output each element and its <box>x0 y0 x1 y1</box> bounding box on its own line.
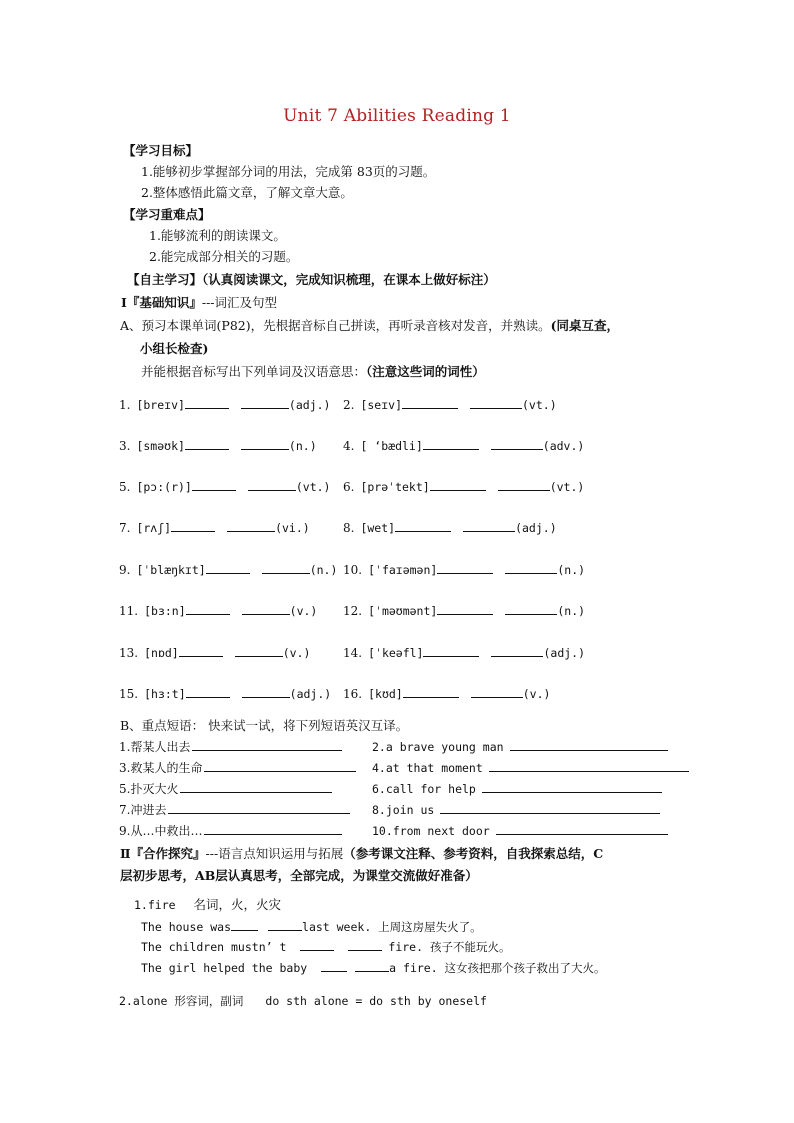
vocab-meaning-blank[interactable] <box>470 396 522 409</box>
phrase-item-left <box>119 759 356 776</box>
vocab-part-of-speech: (n.) <box>557 604 586 618</box>
vocab-part-of-speech: (adj.) <box>288 398 331 412</box>
vocab-item-right <box>343 685 550 701</box>
fire-ex3-blank-2[interactable] <box>355 959 389 972</box>
vocab-part-of-speech: (v.) <box>282 646 311 660</box>
vocab-ipa: [rʌʃ] <box>136 521 172 535</box>
fire-ex2-end: fire. 孩子不能玩火。 <box>388 940 511 954</box>
vocab-item-right <box>343 396 557 412</box>
fire-ex1-end: last week. 上周这房屋失火了。 <box>302 920 482 934</box>
goals-heading: 【学习目标】 <box>123 143 199 158</box>
vocab-meaning-blank[interactable] <box>505 602 557 615</box>
fire-ex3-blank-1[interactable] <box>321 959 347 972</box>
vocab-meaning-blank[interactable] <box>471 685 523 698</box>
phrase-answer-blank[interactable] <box>204 759 356 772</box>
vocab-word-blank[interactable] <box>395 519 451 532</box>
vocab-meaning-blank[interactable] <box>235 644 283 657</box>
vocab-ipa: [pɔ:(r)] <box>136 480 192 494</box>
section2-bold-1: （参考课文注释、参考资料，自我探索总结，C <box>343 846 604 861</box>
section1-suffix: ---词汇及句型 <box>201 295 278 310</box>
fire-ex3-start: The girl helped the baby <box>141 961 308 975</box>
vocab-row <box>0 478 794 496</box>
vocab-ipa: [kʊd] <box>368 687 403 701</box>
vocab-number: 12. <box>343 604 363 618</box>
section2-label: Ⅱ『合作探究』 <box>120 846 206 861</box>
phrase-text: 3.救某人的生命 <box>119 761 203 775</box>
phrase-text: 10.from next door <box>372 824 490 838</box>
vocab-ipa: [ˈkeəfl] <box>368 646 424 660</box>
vocab-number: 13. <box>119 646 139 660</box>
vocab-word-blank[interactable] <box>423 437 479 450</box>
phrase-text: 8.join us <box>372 803 435 817</box>
fire-head-meaning: 名词，火，火灾 <box>193 897 282 912</box>
vocab-number: 16. <box>343 687 363 701</box>
vocab-meaning-blank[interactable] <box>241 437 289 450</box>
vocab-part-of-speech: (adj.) <box>289 687 332 701</box>
vocab-item-left <box>119 685 331 701</box>
self-study-note: （认真阅读课文，完成知识梳理，在课本上做好标注） <box>202 272 496 287</box>
vocab-item-right <box>343 561 585 577</box>
vocab-part-of-speech: (vt.) <box>549 480 585 494</box>
vocab-number: 9. <box>119 563 131 577</box>
vocab-meaning-blank[interactable] <box>262 561 310 574</box>
vocab-row <box>0 602 794 620</box>
section2-bold-2: 层初步思考，AB层认真思考，全部完成，为课堂交流做好准备） <box>120 868 478 883</box>
vocab-number: 2. <box>343 398 355 412</box>
vocab-meaning-blank[interactable] <box>242 602 290 615</box>
vocab-part-of-speech: (n.) <box>309 563 338 577</box>
vocab-ipa: [seɪv] <box>360 398 402 412</box>
vocab-meaning-blank[interactable] <box>498 478 550 491</box>
phrase-item-right <box>372 822 668 838</box>
vocab-number: 4. <box>343 439 355 453</box>
phrase-item-left <box>119 822 342 839</box>
goal-item-2: 2.整体感悟此篇文章，了解文章大意。 <box>141 185 353 200</box>
vocab-word-blank[interactable] <box>437 561 493 574</box>
vocab-part-of-speech: (adj.) <box>515 521 557 535</box>
vocab-part-of-speech: (adj.) <box>543 646 586 660</box>
vocab-ipa: [prəˈtekt] <box>360 480 430 494</box>
vocab-item-right <box>343 602 585 618</box>
vocab-number: 1. <box>119 398 131 412</box>
vocab-item-right <box>343 478 584 494</box>
phrase-row <box>0 759 794 777</box>
vocab-ipa: [ˈblæŋkɪt] <box>136 563 206 577</box>
phrase-answer-blank[interactable] <box>180 780 332 793</box>
vocab-word-blank[interactable] <box>403 685 459 698</box>
vocab-part-of-speech: (n.) <box>557 563 586 577</box>
section2-text: ---语言点知识运用与拓展 <box>205 846 344 861</box>
vocab-meaning-blank[interactable] <box>248 478 296 491</box>
vocab-number: 6. <box>343 480 355 494</box>
vocab-word-blank[interactable] <box>430 478 486 491</box>
phrase-row <box>0 822 794 840</box>
vocab-word-blank[interactable] <box>437 602 493 615</box>
page-title: Unit 7 Abilities Reading 1 <box>283 106 511 126</box>
vocab-meaning-blank[interactable] <box>491 644 543 657</box>
vocab-word-blank[interactable] <box>206 561 250 574</box>
part-a-line3 <box>141 363 485 381</box>
vocab-ipa: [ ‘bædli] <box>360 439 423 453</box>
vocab-word-blank[interactable] <box>186 602 230 615</box>
alone-rule: do sth alone = do sth by oneself <box>265 994 487 1008</box>
vocab-meaning-blank[interactable] <box>241 396 289 409</box>
phrase-item-left <box>119 801 350 818</box>
vocab-word-blank[interactable] <box>179 644 223 657</box>
vocab-ipa: [ˈfaɪəmən] <box>368 563 438 577</box>
vocab-part-of-speech: (n.) <box>288 439 317 453</box>
fire-ex3-end: a fire. 这女孩把那个孩子救出了大火。 <box>389 961 606 975</box>
phrase-answer-blank[interactable] <box>489 759 689 772</box>
vocab-meaning-blank[interactable] <box>505 561 557 574</box>
fire-ex1-blank-2[interactable] <box>268 918 302 931</box>
phrase-text: 5.扑灭大火 <box>119 782 179 796</box>
vocab-word-blank[interactable] <box>423 644 479 657</box>
vocab-part-of-speech: (v.) <box>522 687 551 701</box>
phrase-row <box>0 801 794 819</box>
alone-head: 2.alone 形容词，副词 <box>119 994 244 1008</box>
phrase-row <box>0 738 794 756</box>
vocab-item-left <box>119 644 310 660</box>
fire-example-3 <box>141 959 606 977</box>
vocab-row <box>0 437 794 455</box>
phrase-answer-blank[interactable] <box>510 738 668 751</box>
phrase-item-left <box>119 780 332 797</box>
part-a-bold-line2: 小组长检查) <box>140 341 209 356</box>
vocab-number: 15. <box>119 687 139 701</box>
part-a-bold: (同桌互查， <box>550 318 620 333</box>
self-study-heading <box>127 271 496 289</box>
vocab-number: 5. <box>119 480 131 494</box>
phrase-item-right <box>372 780 662 796</box>
alone-entry <box>119 992 487 1010</box>
vocab-part-of-speech: (vt.) <box>295 480 331 494</box>
vocab-ipa: [ˈməʊmənt] <box>368 604 438 618</box>
fire-ex2-blank-1[interactable] <box>300 938 334 951</box>
phrase-answer-blank[interactable] <box>496 822 668 835</box>
vocab-item-left <box>119 396 330 412</box>
vocab-ipa: [bɜ:n] <box>144 604 186 618</box>
vocab-meaning-blank[interactable] <box>227 519 275 532</box>
vocab-number: 7. <box>119 521 131 535</box>
vocab-number: 8. <box>343 521 355 535</box>
section1-heading <box>121 294 277 312</box>
part-a-text: A、预习本课单词(P82)，先根据音标自己拼读，再听录音核对发音，并熟读。 <box>120 318 551 333</box>
vocab-item-right <box>343 519 557 535</box>
vocab-ipa: [breɪv] <box>136 398 185 412</box>
vocab-word-blank[interactable] <box>171 519 215 532</box>
vocab-ipa: [nɒd] <box>144 646 179 660</box>
phrase-text: 1.帮某人出去 <box>119 740 191 754</box>
phrase-answer-blank[interactable] <box>440 801 660 814</box>
phrase-answer-blank[interactable] <box>192 738 342 751</box>
vocab-ipa: [sməʊk] <box>136 439 185 453</box>
vocab-ipa: [hɜ:t] <box>144 687 186 701</box>
phrase-item-right <box>372 738 668 754</box>
phrase-answer-blank[interactable] <box>168 801 350 814</box>
vocab-word-blank[interactable] <box>192 478 236 491</box>
self-study-label: 【自主学习】 <box>127 272 203 287</box>
vocab-row <box>0 644 794 662</box>
key-point-item-1: 1.能够流利的朗读课文。 <box>149 228 286 243</box>
vocab-row <box>0 561 794 579</box>
fire-example-1 <box>141 918 482 936</box>
vocab-item-right <box>343 644 585 660</box>
section1-label: Ⅰ『基础知识』 <box>121 295 202 310</box>
vocab-item-left <box>119 561 337 577</box>
section2-heading <box>120 845 603 863</box>
vocab-number: 10. <box>343 563 363 577</box>
vocab-row <box>0 396 794 414</box>
phrase-text: 4.at that moment <box>372 761 483 775</box>
phrase-row <box>0 780 794 798</box>
fire-ex1-start: The house was <box>141 920 232 934</box>
vocab-meaning-blank[interactable] <box>242 685 290 698</box>
part-a-instruction <box>120 317 619 335</box>
fire-ex2-start: The children mustn’ t <box>141 940 287 954</box>
fire-entry <box>134 896 281 914</box>
vocab-item-left <box>119 478 330 494</box>
vocab-item-left <box>119 519 310 535</box>
vocab-word-blank[interactable] <box>185 437 229 450</box>
phrase-answer-blank[interactable] <box>204 822 342 835</box>
vocab-word-blank[interactable] <box>186 685 230 698</box>
fire-example-2 <box>141 938 510 956</box>
phrase-item-right <box>372 759 689 775</box>
vocab-row <box>0 685 794 703</box>
vocab-number: 11. <box>119 604 139 618</box>
vocab-number: 3. <box>119 439 131 453</box>
fire-ex2-blank-2[interactable] <box>348 938 382 951</box>
vocab-item-right <box>343 437 584 453</box>
part-b-heading: B、重点短语： 快来试一试，将下列短语英汉互译。 <box>120 718 409 733</box>
phrase-text: 9.从…中救出… <box>119 824 203 838</box>
vocab-row <box>0 519 794 537</box>
key-points-heading: 【学习重难点】 <box>123 207 211 222</box>
phrase-item-left <box>119 738 342 755</box>
vocab-part-of-speech: (adv.) <box>542 439 585 453</box>
phrase-answer-blank[interactable] <box>482 780 662 793</box>
vocab-word-blank[interactable] <box>402 396 458 409</box>
vocab-part-of-speech: (v.) <box>289 604 318 618</box>
key-point-item-2: 2.能完成部分相关的习题。 <box>149 249 299 264</box>
vocab-ipa: [wet] <box>360 521 396 535</box>
phrase-item-right <box>372 801 660 817</box>
vocab-word-blank[interactable] <box>185 396 229 409</box>
phrase-text: 6.call for help <box>372 782 476 796</box>
phrase-text: 7.冲进去 <box>119 803 167 817</box>
fire-head-word: 1.fire <box>134 898 176 912</box>
vocab-part-of-speech: (vi.) <box>275 521 310 535</box>
vocab-part-of-speech: (vt.) <box>522 398 557 412</box>
goal-item-1: 1.能够初步掌握部分词的用法，完成第 83页的习题。 <box>141 164 436 179</box>
vocab-meaning-blank[interactable] <box>491 437 543 450</box>
part-a-line3-text: 并能根据音标写出下列单词及汉语意思： <box>141 364 367 379</box>
vocab-item-left <box>119 437 317 453</box>
vocab-number: 14. <box>343 646 363 660</box>
phrase-text: 2.a brave young man <box>372 740 504 754</box>
vocab-item-left <box>119 602 317 618</box>
fire-ex1-blank-1[interactable] <box>231 918 258 931</box>
part-a-line3-bold: （注意这些词的词性） <box>366 364 485 379</box>
vocab-meaning-blank[interactable] <box>463 519 515 532</box>
